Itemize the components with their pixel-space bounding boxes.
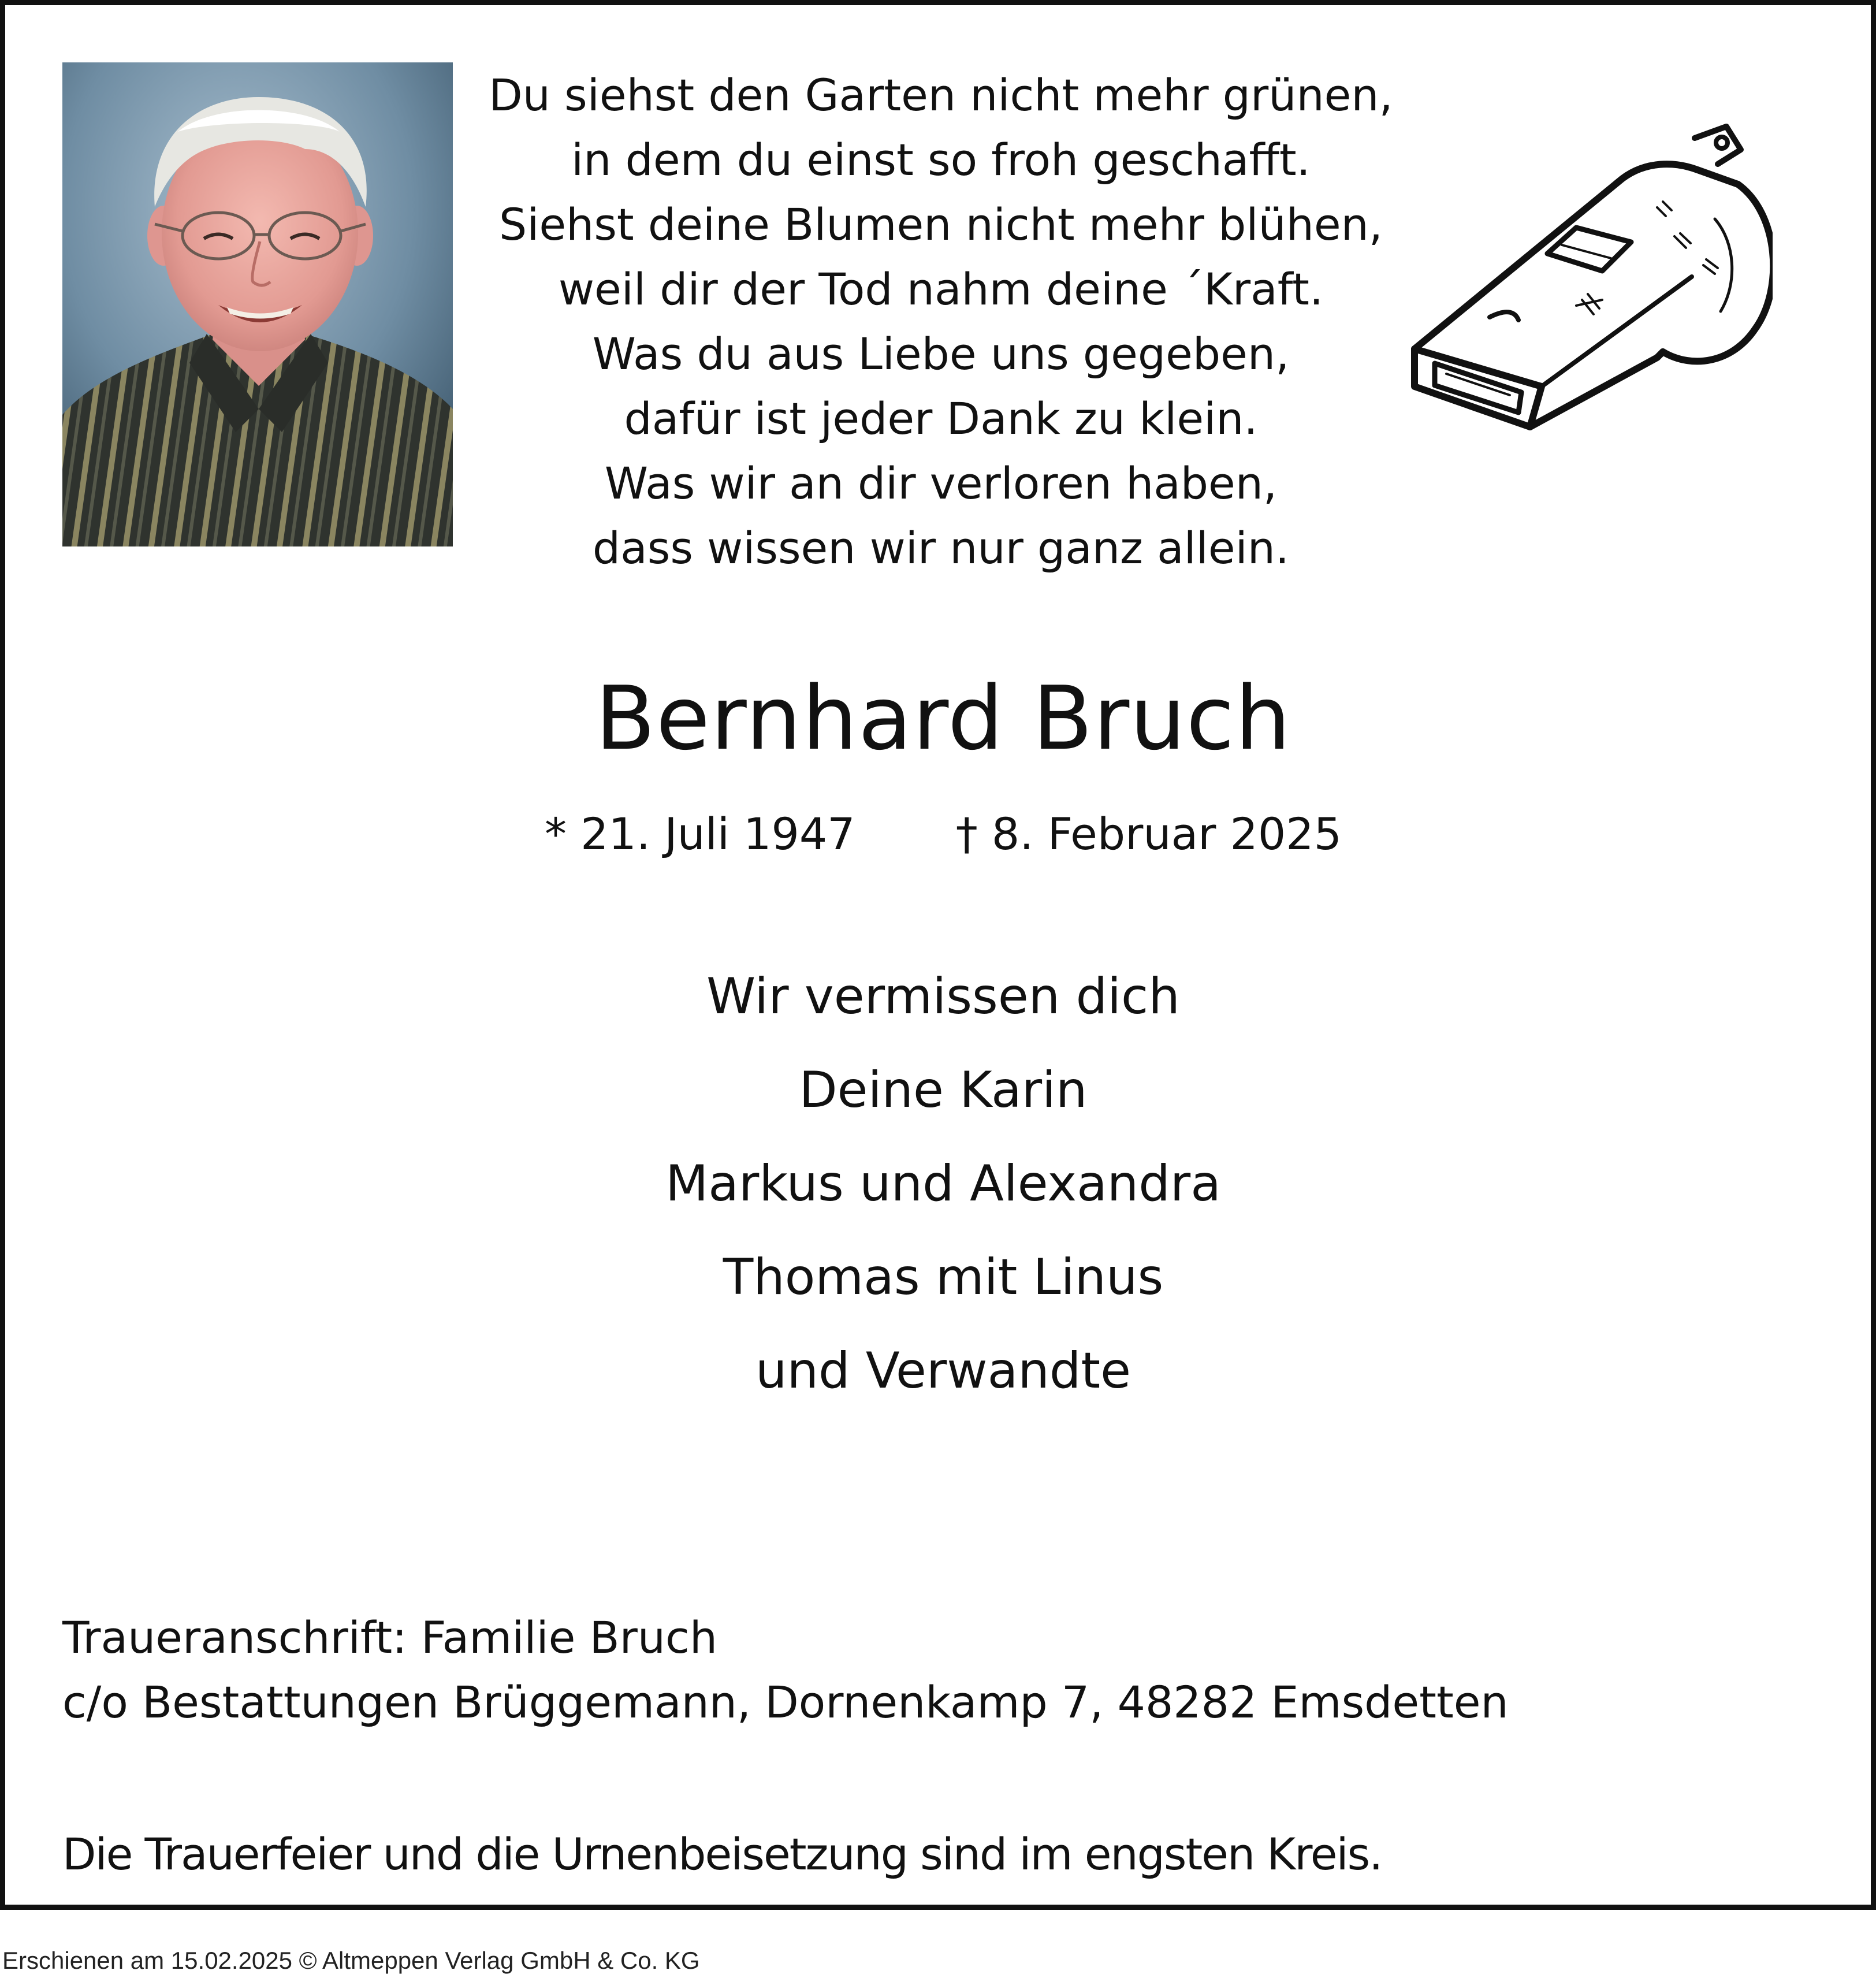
address-line: Traueranschrift: Familie Bruch bbox=[62, 1612, 717, 1663]
mourner-line: Deine Karin bbox=[799, 1061, 1088, 1119]
poem-line: dafür ist jeder Dank zu klein. bbox=[624, 393, 1258, 444]
portrait-photo bbox=[62, 62, 453, 546]
poem-line: in dem du einst so froh geschafft. bbox=[571, 134, 1311, 185]
mourner-line: Wir vermissen dich bbox=[706, 968, 1180, 1025]
poem-line: Siehst deine Blumen nicht mehr blühen, bbox=[499, 199, 1383, 250]
poem-line: weil dir der Tod nahm deine ´Kraft. bbox=[558, 263, 1324, 315]
birth-date: * 21. Juli 1947 bbox=[545, 808, 855, 860]
poem-line: Was du aus Liebe uns gegeben, bbox=[592, 328, 1290, 380]
portrait-image bbox=[62, 62, 453, 546]
deceased-name: Bernhard Bruch bbox=[595, 667, 1291, 769]
publication-footer: Erschienen am 15.02.2025 © Altmeppen Verlag GmbH & Co. KG bbox=[2, 1947, 700, 1974]
death-date: † 8. Februar 2025 bbox=[955, 808, 1342, 860]
mourner-line: Thomas mit Linus bbox=[723, 1248, 1164, 1306]
poem-line: Du siehst den Garten nicht mehr grünen, bbox=[489, 69, 1393, 121]
mourner-line: und Verwandte bbox=[755, 1342, 1131, 1400]
mourning-address bbox=[62, 1605, 1795, 1735]
poem bbox=[456, 63, 1426, 581]
life-dates bbox=[5, 805, 1876, 863]
poem-line: Was wir an dir verloren haben, bbox=[604, 458, 1278, 509]
mourner-line: Markus und Alexandra bbox=[665, 1155, 1221, 1213]
mourners-list bbox=[5, 950, 1876, 1418]
ceremony-note: Die Trauerfeier und die Urnenbeisetzung sind im engsten Kreis. bbox=[62, 1828, 1382, 1880]
address-line: c/o Bestattungen Brüggemann, Dornenkamp 7, 48282 Emsdetten bbox=[62, 1676, 1509, 1728]
whistle-icon bbox=[1403, 115, 1773, 456]
poem-line: dass wissen wir nur ganz allein. bbox=[592, 522, 1290, 574]
